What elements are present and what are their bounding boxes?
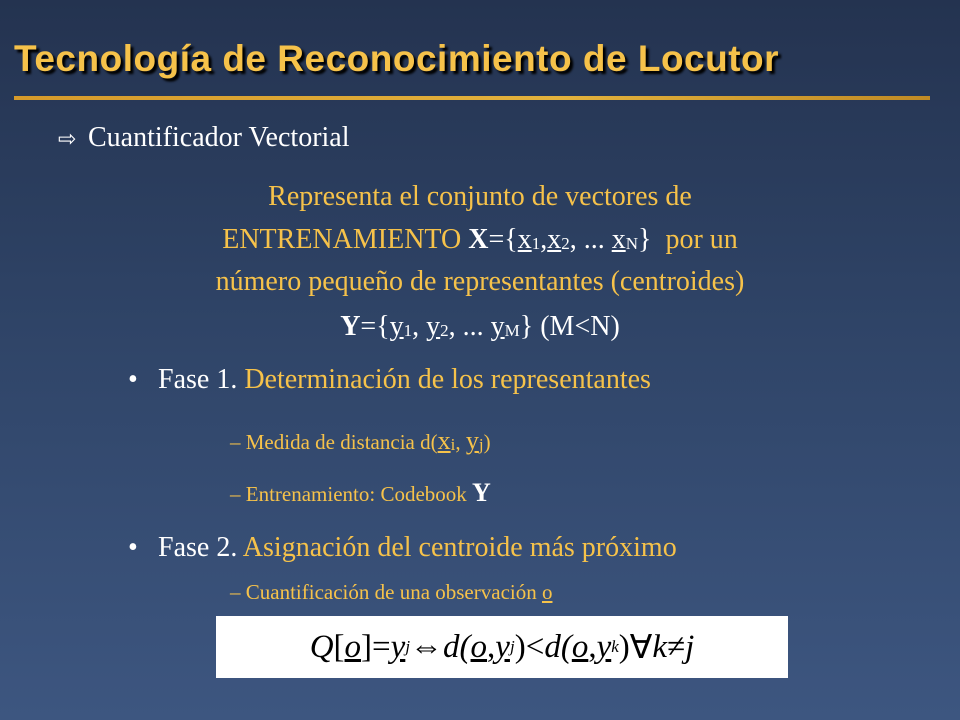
phase-2-bullet: • Fase 2. Asignación del centroide más próximo	[128, 532, 677, 563]
quantization-item: – Cuantificación de una observación o	[230, 580, 553, 604]
arrow-bullet-icon: ⇨	[58, 126, 77, 151]
bullet-dot-icon: •	[128, 364, 138, 395]
heading-text: Cuantificador Vectorial	[88, 122, 350, 153]
set-Y: Y	[340, 311, 361, 342]
codebook-training-item: – Entrenamiento: Codebook Y	[230, 478, 491, 507]
definition-line-2: ENTRENAMIENTO $X=\{x_1,x_2$, ... $x_N$} por un	[222, 224, 738, 255]
quantization-formula: Q [ o ] = y j ⇔ d( o , y j ) < d( o , y k ) ∀ k ≠ j	[216, 616, 788, 678]
definition-line-3: número pequeño de representantes (centroides)	[215, 266, 745, 297]
phase-1-bullet: • Fase 1. Determinación de los representantes	[128, 364, 651, 395]
definition-line-4: $Y=\{y_1$, $y_2$, ... $y_M$} (M<N)	[340, 311, 620, 342]
bullet-dot-icon: •	[128, 532, 138, 563]
slide-title: Tecnología de Reconocimiento de Locutor	[14, 38, 780, 79]
set-X: X	[468, 224, 489, 255]
definition-line-1: Representa el conjunto de vectores de	[268, 181, 692, 212]
section-heading	[58, 122, 350, 154]
title-underline	[14, 96, 930, 100]
distance-measure-item: – Medida de distancia $d(x_i$, $y_j$)	[230, 426, 491, 455]
